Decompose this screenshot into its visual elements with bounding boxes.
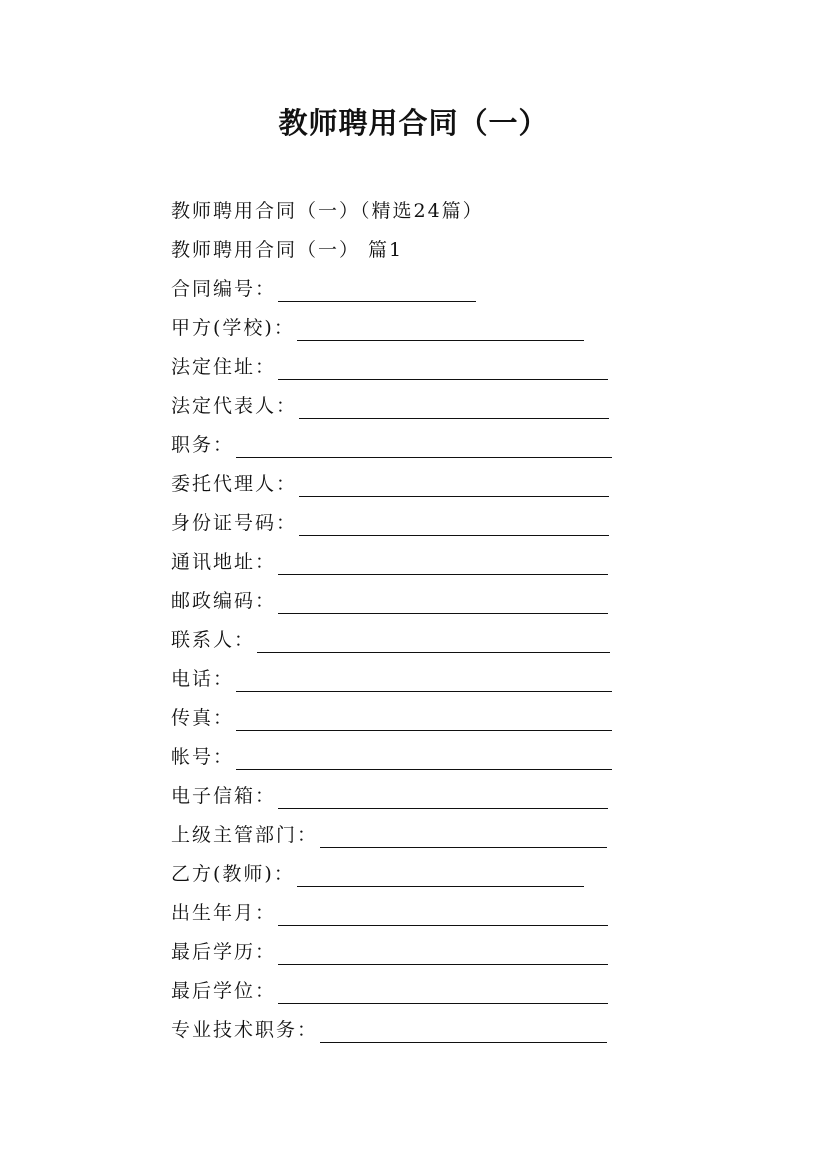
field-label: 电子信箱： [171,785,277,807]
field-label: 法定住址： [171,356,277,378]
field-label: 通讯地址： [171,551,277,573]
field-highest-degree [171,972,631,1011]
fill-blank[interactable] [278,788,608,809]
fill-blank[interactable] [299,515,609,536]
fill-blank[interactable] [320,1022,607,1043]
document-body [171,192,631,1050]
field-supervising-department [171,816,631,855]
field-professional-title [171,1011,631,1050]
field-birth-date [171,894,631,933]
fill-blank[interactable] [278,359,608,380]
field-label: 邮政编码： [171,590,277,612]
field-party-a [171,309,631,348]
field-label: 乙方(教师)： [171,863,295,885]
field-label: 最后学位： [171,980,277,1002]
field-fax [171,699,631,738]
fill-blank[interactable] [278,554,608,575]
field-postal-code [171,582,631,621]
fill-blank[interactable] [236,710,612,731]
field-label: 电话： [171,668,235,690]
fill-blank[interactable] [278,983,608,1004]
field-email [171,777,631,816]
field-phone [171,660,631,699]
field-mailing-address [171,543,631,582]
field-highest-education [171,933,631,972]
field-label: 上级主管部门： [171,824,319,846]
field-label: 职务： [171,434,235,456]
field-label: 出生年月： [171,902,277,924]
field-label: 专业技术职务： [171,1019,319,1041]
field-label: 身份证号码： [171,512,298,534]
field-contract-number [171,270,631,309]
field-authorized-agent [171,465,631,504]
field-account [171,738,631,777]
fill-blank[interactable] [278,905,608,926]
page-title: 教师聘用合同（一） [278,106,549,140]
fill-blank[interactable] [297,866,584,887]
document-subtitle: 教师聘用合同（一）（精选24篇） [171,200,484,222]
fill-blank[interactable] [236,437,612,458]
fill-blank[interactable] [257,632,610,653]
field-label: 帐号： [171,746,235,768]
fill-blank[interactable] [236,749,612,770]
field-legal-representative [171,387,631,426]
fill-blank[interactable] [320,827,607,848]
field-contact-person [171,621,631,660]
fill-blank[interactable] [299,398,609,419]
fill-blank[interactable] [278,944,608,965]
fill-blank[interactable] [278,281,476,302]
field-position [171,426,631,465]
fill-blank[interactable] [299,476,609,497]
field-label: 联系人： [171,629,256,651]
field-label: 合同编号： [171,278,277,300]
field-party-b [171,855,631,894]
field-label: 委托代理人： [171,473,298,495]
field-label: 甲方(学校)： [171,317,295,339]
field-label: 最后学历： [171,941,277,963]
field-label: 传真： [171,707,235,729]
fill-blank[interactable] [278,593,608,614]
section-heading: 教师聘用合同（一） 篇1 [171,239,404,261]
fill-blank[interactable] [297,320,584,341]
fill-blank[interactable] [236,671,612,692]
field-id-number [171,504,631,543]
field-legal-address [171,348,631,387]
field-label: 法定代表人： [171,395,298,417]
